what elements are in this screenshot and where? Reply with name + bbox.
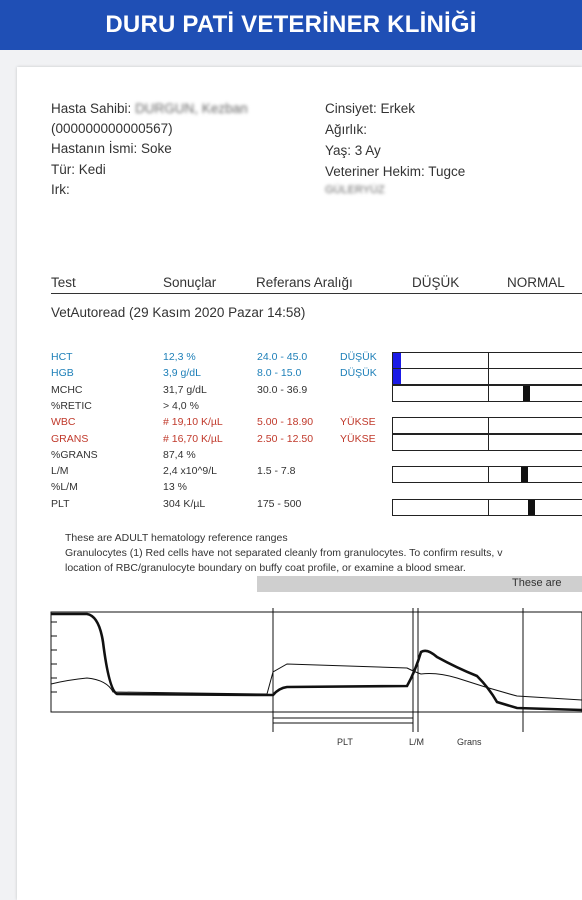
app-header: [0, 0, 582, 50]
row-flag: DÜŞÜK: [340, 351, 377, 363]
row-test: GRANS: [51, 433, 89, 445]
note-band: [257, 576, 582, 592]
owner-line: [51, 101, 248, 116]
note-line-1: These are ADULT hematology reference ranges: [65, 532, 288, 544]
histogram-frame: [51, 612, 582, 712]
row-flag: DÜŞÜK: [340, 367, 377, 379]
note-line-3: location of RBC/granulocyte boundary on buffy coat profile, or examine a blood smear.: [65, 562, 466, 574]
range-bar: [392, 466, 582, 483]
range-bar-marker: [523, 386, 530, 401]
row-flag: YÜKSE: [340, 433, 376, 445]
row-ref: 5.00 - 18.90: [257, 416, 314, 428]
range-bar-marker: [528, 500, 535, 515]
note-band-text: These are: [512, 577, 562, 589]
species: Tür: Kedi: [51, 162, 106, 177]
range-bar-divider: [488, 466, 489, 483]
breed: Irk:: [51, 182, 70, 197]
owner-name: DURGUN, Kezban: [135, 101, 248, 116]
col-low: DÜŞÜK: [412, 275, 460, 290]
col-ref: Referans Aralığı: [256, 275, 353, 290]
row-result: 12,3 %: [163, 351, 196, 363]
range-bar-divider: [488, 434, 489, 451]
owner-id: (000000000000567): [51, 121, 173, 136]
clinic-title: DURU PATİ VETERİNER KLİNİĞİ: [105, 11, 477, 38]
sex: Cinsiyet: Erkek: [325, 101, 416, 116]
row-ref: 8.0 - 15.0: [257, 367, 302, 379]
label-plt: PLT: [337, 737, 353, 747]
row-test: MCHC: [51, 384, 83, 396]
note-line-2: Granulocytes (1) Red cells have not separated cleanly from granulocytes. To confirm results, v: [65, 547, 503, 559]
label-grans: Grans: [457, 737, 482, 747]
row-result: 31,7 g/dL: [163, 384, 207, 396]
row-test: L/M: [51, 465, 69, 477]
range-bar-marker: [521, 467, 528, 482]
row-test: PLT: [51, 498, 70, 510]
row-ref: 30.0 - 36.9: [257, 384, 308, 396]
range-bar-divider: [488, 352, 489, 369]
cell-histogram: [17, 602, 582, 762]
weight: Ağırlık:: [325, 122, 368, 137]
range-bar: [392, 385, 582, 402]
row-flag: YÜKSE: [340, 416, 376, 428]
row-result: 13 %: [163, 481, 187, 493]
vet: Veteriner Hekim: Tugce: [325, 164, 466, 179]
range-bar-divider: [488, 499, 489, 516]
owner-label: Hasta Sahibi:: [51, 101, 132, 116]
row-test: WBC: [51, 416, 76, 428]
row-ref: 1.5 - 7.8: [257, 465, 296, 477]
row-test: %L/M: [51, 481, 78, 493]
range-bar-divider: [488, 385, 489, 402]
pet-name: Hastanın İsmi: Soke: [51, 141, 172, 156]
row-result: # 16,70 K/µL: [163, 433, 223, 445]
label-lm: L/M: [409, 737, 425, 747]
row-result: 2,4 x10^9/L: [163, 465, 217, 477]
header-divider: [51, 293, 582, 294]
row-ref: 24.0 - 45.0: [257, 351, 308, 363]
range-bar: [392, 352, 582, 369]
row-ref: 2.50 - 12.50: [257, 433, 314, 445]
row-test: HGB: [51, 367, 74, 379]
row-test: %RETIC: [51, 400, 92, 412]
row-result: > 4,0 %: [163, 400, 199, 412]
col-results: Sonuçlar: [163, 275, 217, 290]
row-result: 87,4 %: [163, 449, 196, 461]
range-bar-divider: [488, 417, 489, 434]
report-card: [17, 67, 582, 900]
row-ref: 175 - 500: [257, 498, 302, 510]
row-test: HCT: [51, 351, 73, 363]
row-result: # 19,10 K/µL: [163, 416, 223, 428]
range-bar: [392, 368, 582, 385]
col-test: Test: [51, 275, 76, 290]
range-bar: [392, 434, 582, 451]
range-bar-divider: [488, 368, 489, 385]
row-test: %GRANS: [51, 449, 98, 461]
run-title: VetAutoread (29 Kasım 2020 Pazar 14:58): [51, 305, 306, 320]
range-bar: [392, 499, 582, 516]
range-bar-marker: [393, 353, 401, 368]
col-normal: NORMAL: [507, 275, 565, 290]
range-bar-marker: [393, 369, 401, 384]
range-bar: [392, 417, 582, 434]
row-result: 3,9 g/dL: [163, 367, 201, 379]
age: Yaş: 3 Ay: [325, 143, 381, 158]
row-result: 304 K/µL: [163, 498, 206, 510]
hidden-line: GÜLERYÜZ: [325, 184, 385, 196]
